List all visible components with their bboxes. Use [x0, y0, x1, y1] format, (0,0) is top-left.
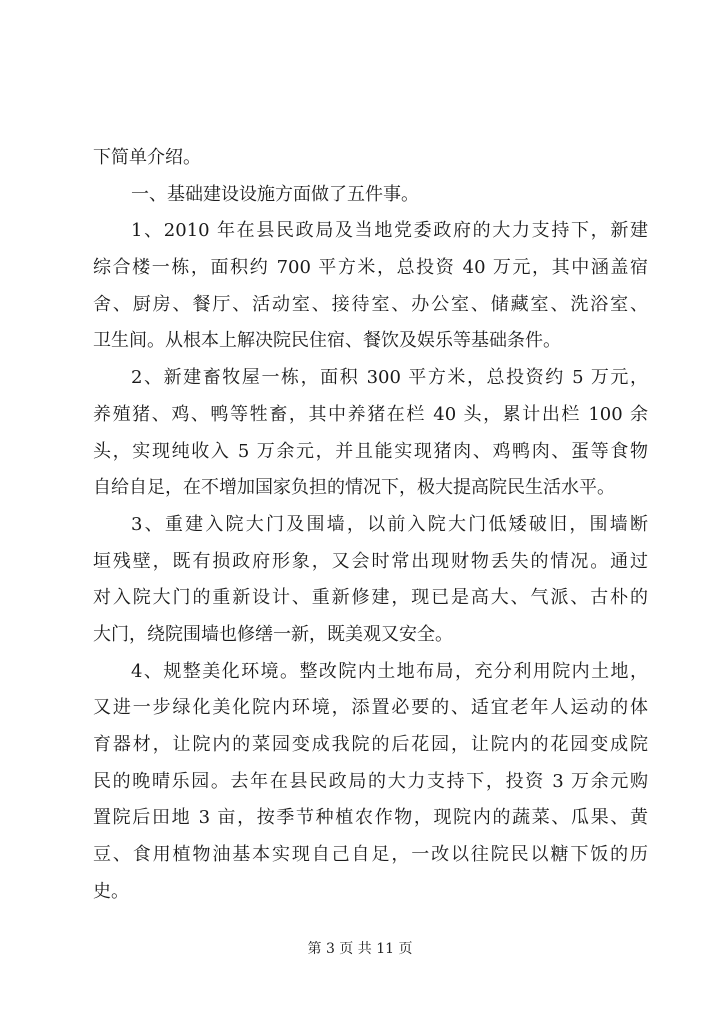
- paragraph-1-line: 舍、厨房、餐厅、活动室、接待室、办公室、储藏室、洗浴室、: [93, 293, 648, 315]
- paragraph-4-line: 史。: [93, 880, 129, 902]
- paragraph-1-line: 1、2010 年在县民政局及当地党委政府的大力支持下，新建: [131, 220, 648, 242]
- paragraph-4-line: 4、规整美化环境。整改院内土地布局，充分利用院内土地，: [131, 660, 648, 682]
- paragraph-1-line: 卫生间。从根本上解决院民住宿、餐饮及娱乐等基础条件。: [93, 330, 561, 352]
- text-line: 下简单介绍。: [93, 147, 201, 168]
- paragraph-3-line: 大门，绕院围墙也修缮一新，既美观又安全。: [93, 623, 453, 645]
- paragraph-2-line: 2、新建畜牧屋一栋，面积 300 平方米，总投资约 5 万元，: [131, 367, 648, 389]
- section-heading: 一、基础建设设施方面做了五件事。: [131, 183, 419, 205]
- paragraph-2-line: 自给自足，在不增加国家负担的情况下，极大提高院民生活水平。: [93, 477, 615, 499]
- page-footer: 第 3 页 共 11 页: [307, 941, 413, 957]
- document-body: [93, 140, 648, 910]
- paragraph-4-line: 育器材，让院内的菜园变成我院的后花园，让院内的花园变成院: [93, 734, 648, 755]
- paragraph-3-line: 垣残壁，既有损政府形象，又会时常出现财物丢失的情况。通过: [93, 550, 648, 572]
- paragraph-2-line: 养殖猪、鸡、鸭等牲畜，其中养猪在栏 40 头，累计出栏 100 余: [93, 403, 648, 425]
- paragraph-4-line: 又进一步绿化美化院内环境，添置必要的、适宜老年人运动的体: [93, 697, 648, 719]
- paragraph-4-line: 民的晚晴乐园。去年在县民政局的大力支持下，投资 3 万余元购: [93, 770, 648, 792]
- paragraph-4-line: 豆、食用植物油基本实现自己自足，一改以往院民以糖下饭的历: [93, 844, 648, 866]
- paragraph-1-line: 综合楼一栋，面积约 700 平方米，总投资 40 万元，其中涵盖宿: [93, 257, 648, 279]
- paragraph-2-line: 头，实现纯收入 5 万余元，并且能实现猪肉、鸡鸭肉、蛋等食物: [93, 440, 648, 462]
- paragraph-3-line: 3、重建入院大门及围墙，以前入院大门低矮破旧，围墙断: [131, 513, 648, 535]
- paragraph-4-line: 置院后田地 3 亩，按季节种植农作物，现院内的蔬菜、瓜果、黄: [93, 807, 648, 829]
- paragraph-3-line: 对入院大门的重新设计、重新修建，现已是高大、气派、古朴的: [93, 587, 648, 609]
